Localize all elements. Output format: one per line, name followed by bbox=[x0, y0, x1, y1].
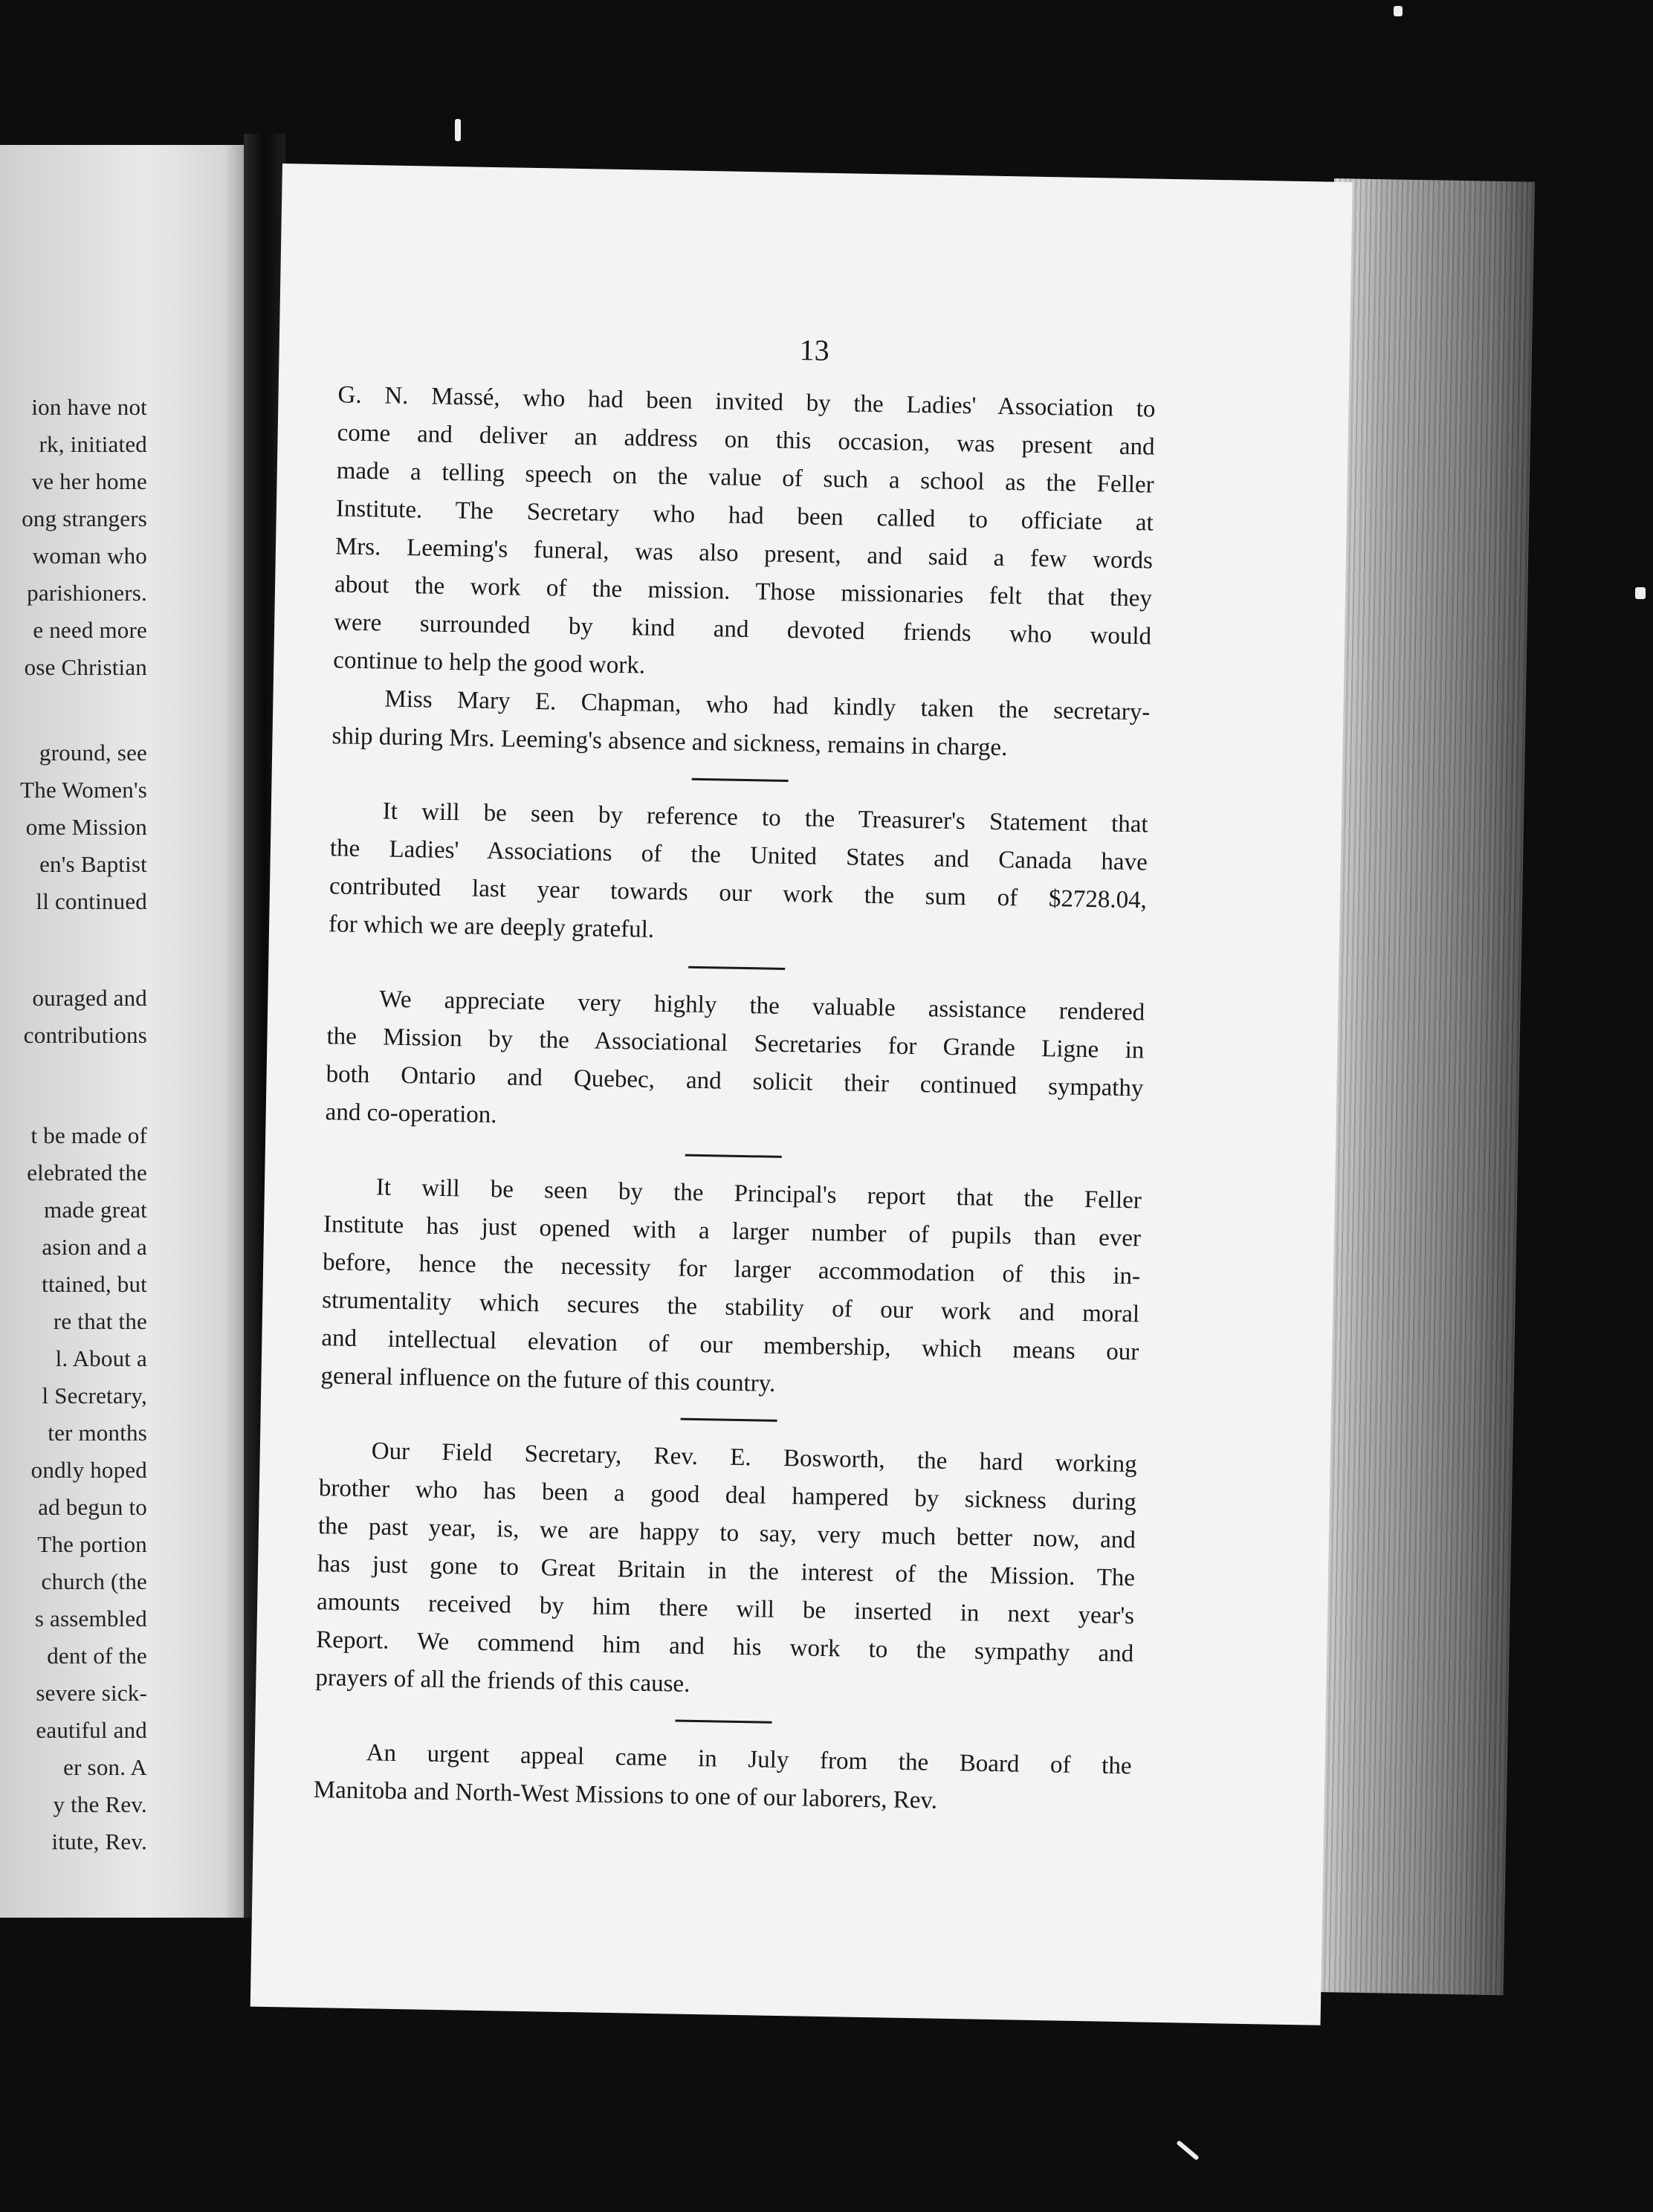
left-page-line: re that the bbox=[53, 1308, 147, 1334]
left-page-line: er son. A bbox=[63, 1754, 147, 1780]
dust-speck bbox=[455, 119, 461, 141]
text-line: and co-operation. bbox=[325, 1099, 497, 1129]
text-line: An urgent appeal came in July from the Board of the bbox=[366, 1739, 1132, 1780]
left-page-line: l. About a bbox=[55, 1345, 147, 1371]
section-divider bbox=[685, 1154, 782, 1158]
right-page bbox=[250, 164, 1353, 2025]
text-line: come and deliver an address on this occasion, was present and bbox=[337, 419, 1155, 461]
left-page-line: contributions bbox=[23, 1022, 147, 1048]
left-page-line: dent of the bbox=[47, 1643, 147, 1669]
left-page-line: y the Rev. bbox=[53, 1791, 147, 1817]
section-divider bbox=[688, 966, 785, 970]
text-line: G. N. Massé, who had been invited by the Ladies' Association to bbox=[337, 381, 1156, 423]
left-page-line: church (the bbox=[41, 1568, 147, 1594]
left-page-line: elebrated the bbox=[27, 1160, 147, 1186]
text-line: Institute. The Secretary who had been called to officiate at bbox=[335, 495, 1154, 537]
left-page-line: ve her home bbox=[31, 468, 147, 494]
paragraph bbox=[333, 376, 1156, 693]
paragraph bbox=[325, 980, 1145, 1145]
left-page-line: severe sick- bbox=[36, 1680, 147, 1706]
text-line: It will be seen by reference to the Treasurer's Statement that bbox=[382, 798, 1148, 838]
text-line: amounts received by him there will be inserted in next year's bbox=[316, 1588, 1135, 1630]
left-page-line: ondly hoped bbox=[30, 1457, 147, 1483]
left-page-line: ouraged and bbox=[32, 985, 147, 1011]
left-page-line: e need more bbox=[33, 617, 147, 643]
left-page-line: woman who bbox=[32, 543, 147, 569]
left-page-line: ong strangers bbox=[22, 505, 147, 531]
text-line: made a telling speech on the value of such a school as the Feller bbox=[336, 457, 1154, 499]
text-line: the past year, is, we are happy to say, very much better now, and bbox=[317, 1513, 1136, 1554]
left-page-line: made great bbox=[44, 1197, 147, 1223]
text-line: Institute has just opened with a larger number of pupils than ever bbox=[323, 1211, 1142, 1252]
left-page bbox=[0, 145, 244, 1918]
section-divider bbox=[675, 1720, 771, 1724]
section-divider bbox=[692, 778, 789, 782]
left-page-line: asion and a bbox=[42, 1234, 147, 1260]
text-line: before, hence the necessity for larger accommodation of this in- bbox=[322, 1249, 1141, 1290]
left-page-line: ttained, but bbox=[42, 1271, 147, 1297]
text-line: prayers of all the friends of this cause. bbox=[315, 1664, 690, 1698]
text-line: contributed last year towards our work the sum of $2728.04, bbox=[329, 873, 1148, 914]
text-line: We appreciate very highly the valuable assistance rendered bbox=[379, 986, 1145, 1026]
left-page-line: s assembled bbox=[34, 1605, 147, 1631]
left-page-line: eautiful and bbox=[36, 1717, 147, 1743]
dust-speck bbox=[1394, 6, 1403, 16]
paragraph bbox=[331, 679, 1151, 769]
left-page-line: ter months bbox=[48, 1420, 147, 1446]
dust-speck bbox=[1176, 2140, 1199, 2161]
left-page-line: l Secretary, bbox=[42, 1382, 147, 1409]
left-page-line: ad begun to bbox=[38, 1494, 147, 1520]
text-line: It will be seen by the Principal's report that the Feller bbox=[375, 1174, 1142, 1215]
left-page-line: The portion bbox=[37, 1531, 147, 1557]
paragraph bbox=[313, 1733, 1132, 1823]
text-line: and intellectual elevation of our membership, which means our bbox=[321, 1325, 1139, 1366]
left-page-line: t be made of bbox=[30, 1122, 147, 1148]
section-divider bbox=[681, 1418, 777, 1422]
left-page-line: itute, Rev. bbox=[51, 1828, 147, 1854]
text-line: ship during Mrs. Leeming's absence and sickness, remains in charge. bbox=[331, 722, 1008, 762]
left-page-line: parishioners. bbox=[27, 580, 147, 606]
text-line: Miss Mary E. Chapman, who had kindly taken the secretary- bbox=[384, 685, 1151, 726]
text-line: general influence on the future of this country. bbox=[320, 1362, 776, 1397]
left-page-line: ose Christian bbox=[24, 654, 147, 680]
left-page-line: ome Mission bbox=[25, 814, 147, 840]
text-line: the Mission by the Associational Secretaries for Grande Ligne in bbox=[326, 1023, 1145, 1064]
page-body bbox=[313, 376, 1155, 1823]
text-line: Our Field Secretary, Rev. E. Bosworth, the hard working bbox=[371, 1438, 1137, 1478]
text-line: Report. We commend him and his work to the sympathy and bbox=[316, 1626, 1134, 1668]
text-line: both Ontario and Quebec, and solicit their continued sympathy bbox=[326, 1061, 1144, 1102]
text-line: for which we are deeply grateful. bbox=[328, 911, 655, 943]
text-line: about the work of the mission. Those missionaries felt that they bbox=[334, 571, 1153, 612]
paragraph bbox=[315, 1432, 1137, 1711]
text-line: has just gone to Great Britain in the interest of the Mission. The bbox=[317, 1550, 1136, 1592]
left-page-line: en's Baptist bbox=[39, 851, 147, 877]
left-page-line: The Women's bbox=[20, 777, 147, 803]
text-line: were surrounded by kind and devoted friends who would bbox=[333, 609, 1152, 650]
text-line: strumentality which secures the stability of our work and moral bbox=[322, 1287, 1140, 1328]
left-page-line: ll continued bbox=[36, 888, 147, 914]
paragraph bbox=[320, 1168, 1142, 1409]
left-page-line: ion have not bbox=[31, 394, 147, 420]
paragraph bbox=[329, 792, 1148, 957]
left-page-line: rk, initiated bbox=[39, 431, 147, 457]
text-line: Mrs. Leeming's funeral, was also present, and said a few words bbox=[334, 533, 1154, 575]
text-line: Manitoba and North-West Missions to one of our laborers, Rev. bbox=[313, 1776, 938, 1814]
text-line: continue to help the good work. bbox=[333, 647, 646, 679]
text-line: brother who has been a good deal hampered by sickness during bbox=[318, 1475, 1137, 1516]
text-line: the Ladies' Associations of the United States and Canada have bbox=[329, 835, 1148, 876]
page-number: 13 bbox=[799, 333, 830, 367]
left-page-line: ground, see bbox=[39, 740, 147, 766]
dust-speck bbox=[1635, 587, 1646, 599]
